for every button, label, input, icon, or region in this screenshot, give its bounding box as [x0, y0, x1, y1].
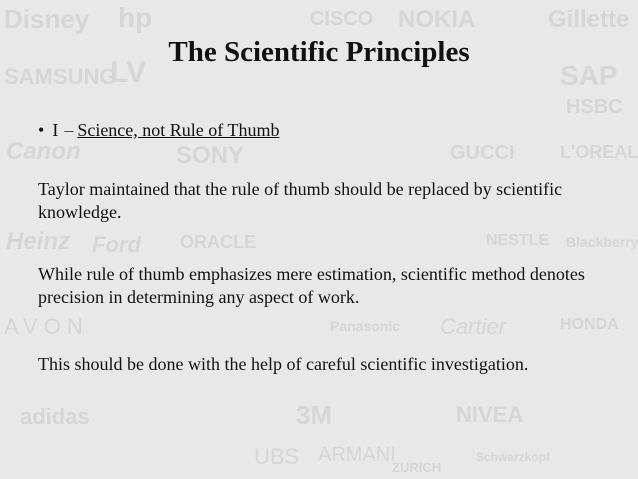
background-logo: NOKIA	[398, 6, 476, 33]
background-logo: Panasonic	[330, 318, 401, 334]
background-logo: SAMSUNG	[4, 64, 117, 89]
background-logo: Cartier	[440, 314, 507, 339]
background-logo: ZURICH	[392, 460, 442, 475]
background-logo: LV	[110, 56, 147, 89]
background-logo: Gillette	[548, 6, 630, 33]
background-logo: Schwarzkopf	[476, 450, 551, 464]
background-logo: ORACLE	[180, 232, 256, 252]
background-logo: NESTLE	[486, 232, 550, 249]
background-logo: AVON	[4, 314, 89, 339]
background-logo: SONY	[176, 142, 245, 169]
background-logo: adidas	[20, 404, 90, 429]
background-logo: Disney	[4, 4, 90, 34]
background-logo: L'OREAL	[560, 142, 638, 162]
background-logo: Heinz	[6, 228, 71, 255]
bullet-heading: Science, not Rule of Thumb	[77, 120, 280, 140]
bullet-marker: •	[38, 120, 45, 140]
background-logo: Blackberry	[566, 234, 638, 250]
background-logo: HONDA	[560, 316, 619, 333]
background-logo: NIVEA	[456, 402, 524, 427]
background-logo: SAP	[560, 60, 618, 91]
body-paragraph: While rule of thumb emphasizes mere estimation, scientific method denotes precision in determining any aspect of work.	[38, 264, 585, 307]
body-paragraph: Taylor maintained that the rule of thumb should be replaced by scientific knowledge.	[38, 179, 563, 222]
background-logo: Ford	[92, 232, 141, 257]
background-logo: ARMANI	[318, 444, 396, 466]
background-logo: CISCO	[310, 8, 374, 30]
bullet-heading-line	[38, 120, 279, 141]
background-logo: hp	[118, 2, 153, 33]
slide-title: The Scientific Principles	[168, 36, 470, 68]
background-logo: GUCCI	[450, 142, 515, 164]
background-logo: 3M	[296, 400, 333, 430]
background-logo: UBS	[254, 444, 300, 469]
background-logo: HSBC	[566, 96, 623, 118]
body-paragraph: This should be done with the help of careful scientific investigation.	[38, 354, 529, 374]
bullet-dash: –	[64, 120, 74, 140]
bullet-numeral: I	[52, 120, 59, 140]
background-logo: Canon	[6, 138, 81, 165]
